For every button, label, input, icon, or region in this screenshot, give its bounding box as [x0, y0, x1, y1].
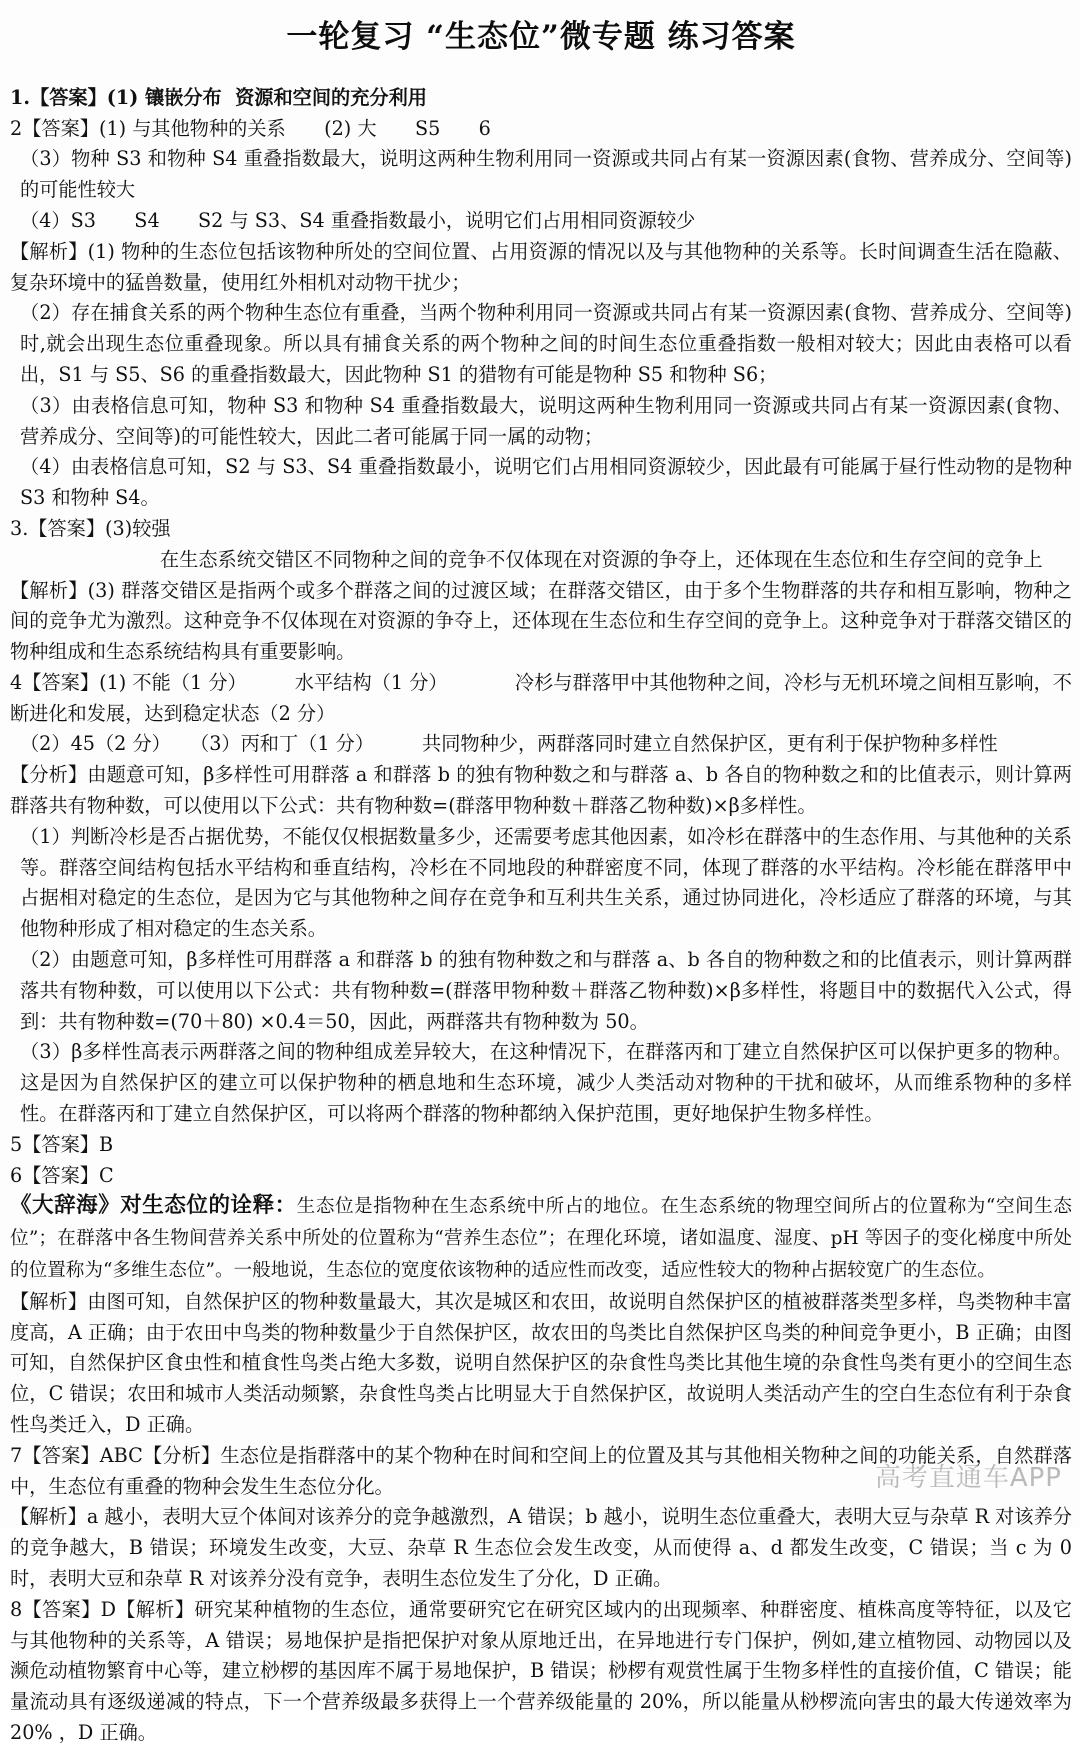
q7-answer: 7【答案】ABC【分析】生态位是指群落中的某个物种在时间和空间上的位置及其与其他相关物种之间的功能关系，自然群落中，生态位有重叠的物种会发生生态位分化。 [10, 1443, 1072, 1498]
q5-answer: 5【答案】B [10, 1132, 114, 1156]
dictionary-heading: 《大辞海》对生态位的诠释： [10, 1193, 297, 1219]
dictionary-body: 生态位是指物种在生态系统中所占的地位。在生态系统的物理空间所占的位置称为“空间生态位”；在群落中各生物间营养关系中所处的位置称为“营养生态位”；在理化环境，诸如温度、湿度、pH 等因子的变化梯度中所处的位置称为“多维生态位”。一般地说，生态位的宽度依该物种的适应性而改变，适应性较大的物种占据较宽广的生态位。 [10, 1196, 1072, 1282]
q3-explanation: 【解析】(3) 群落交错区是指两个或多个群落之间的过渡区域；在群落交错区，由于多个生物群落的共存和相互影响，物种之间的竞争尤为激烈。这种竞争不仅体现在对资源的争夺上，还体现在生态位和生存空间的竞争上。这种竞争对于群落交错区的物种组成和生态系统结构具有重要影响。 [10, 578, 1072, 664]
q3-answer: 3.【答案】(3)较强 [10, 516, 171, 540]
q2-answer-part4: （4）S3 S4 S2 与 S3、S4 重叠指数最小，说明它们占用相同资源较少 [20, 208, 696, 232]
q4-analysis-intro: 【分析】由题意可知，β多样性可用群落 a 和群落 b 的独有物种数之和与群落 a、b 各自的物种数之和的比值表示，则计算两群落共有物种数，可以使用以下公式：共有物种数=(群落甲物种数＋群落乙物种数)×β多样性。 [10, 763, 1072, 818]
q7-explanation: 【解析】a 越小，表明大豆个体间对该养分的竞争越激烈，A 错误；b 越小，说明生态位重叠大，表明大豆与杂草 R 对该养分的竞争越大，B 错误；环境发生改变，大豆、杂草 R 生态位会发生改变，从而使得 a、d 都发生改变，C 错误；当 c 为 0 时，表明大豆和杂草 R 对该养分没有竞争，表明生态位发生了分化，D 正确。 [10, 1505, 1079, 1590]
q4-analysis-part2: （2）由题意可知，β多样性可用群落 a 和群落 b 的独有物种数之和与群落 a、b 各自的物种数之和的比值表示，则计算两群落共有物种数，可以使用以下公式：共有物种数=(群落甲物种数＋群落乙物种数)×β多样性，将题目中的数据代入公式，得到：共有物种数=(70＋80) ×0.4＝50，因此，两群落共有物种数为 50。 [20, 948, 1072, 1033]
app-watermark: 高考直通车APP [874, 1463, 1062, 1493]
q2-answer-part3: （3）物种 S3 和物种 S4 重叠指数最大，说明这两种生物利用同一资源或共同占有某一资源因素(食物、营养成分、空间等)的可能性较大 [20, 147, 1072, 202]
q2-explanation-part3: （3）由表格信息可知，物种 S3 和物种 S4 重叠指数最大，说明这两种生物利用同一资源或共同占有某一资源因素(食物、营养成分、空间等)的可能性较大，因此二者可能属于同一属的动物； [20, 393, 1072, 448]
q4-answer-part2: （2）45（2 分） （3）丙和丁（1 分） 共同物种少，两群落同时建立自然保护区，更有利于保护物种多样性 [20, 732, 998, 756]
dictionary-definition-block [10, 1191, 1072, 1286]
q2-explanation-part4: （4）由表格信息可知，S2 与 S3、S4 重叠指数最小，说明它们占用相同资源较少，因此最有可能属于昼行性动物的是物种 S3 和物种 S4。 [20, 455, 1079, 510]
q8-answer: 8【答案】D【解析】研究某种植物的生态位，通常要研究它在研究区域内的出现频率、种群密度、植株高度等特征，以及它与其他物种的关系等，A 错误；易地保护是指把保护对象从原地迁出，在异地进行专门保护，例如,建立植物园、动物园以及濒危动植物繁育中心等，建立桫椤的基因库不属于易地保护，B 错误；桫椤有观赏性属于生物多样性的直接价值，C 错误；能量流动具有逐级递减的特点，下一个营养级最多获得上一个营养级能量的 20%，所以能量从桫椤流向害虫的最大传递效率为 20% ，D 正确。 [10, 1597, 1079, 1744]
q6-explanation: 【解析】由图可知，自然保护区的物种数量最大，其次是城区和农田，故说明自然保护区的植被群落类型多样，鸟类物种丰富度高，A 正确；由于农田中鸟类的物种数量少于自然保护区，故农田的鸟类比自然保护区鸟类的种间竞争更小，B 正确；由图可知，自然保护区食虫性和植食性鸟类占绝大多数，说明自然保护区的杂食性鸟类比其他生境的杂食性鸟类有更小的空间生态位，C 错误；农田和城市人类活动频繁，杂食性鸟类占比明显大于自然保护区，故说明人类活动产生的空白生态位有利于杂食性鸟类迁入，D 正确。 [10, 1289, 1072, 1437]
answers-body [10, 83, 1079, 1749]
q1-answer: 1.【答案】(1) 镶嵌分布 资源和空间的充分利用 [10, 85, 427, 109]
q4-answer-part1: 4【答案】(1) 不能（1 分） 水平结构（1 分） 冷杉与群落甲中其他物种之间，冷杉与无机环境之间相互影响，不断进化和发展，达到稳定状态（2 分） [10, 670, 1072, 725]
q6-answer: 6【答案】C [10, 1163, 114, 1187]
q4-analysis-part1: （1）判断冷杉是否占据优势，不能仅仅根据数量多少，还需要考虑其他因素，如冷杉在群落中的生态作用、与其他种的关系等。群落空间结构包括水平结构和垂直结构，冷杉在不同地段的种群密度不同，体现了群落的水平结构。冷杉能在群落甲中占据相对稳定的生态位，是因为它与其他物种之间存在竞争和互利共生关系，通过协同进化，冷杉适应了群落的环境，与其他物种形成了相对稳定的生态关系。 [20, 824, 1072, 941]
page-title: 一轮复习 “生态位”微专题 练习答案 [286, 19, 796, 55]
q2-answer-part1: 2【答案】(1) 与其他物种的关系 (2) 大 S5 6 [10, 116, 491, 140]
q3-answer-continued: 在生态系统交错区不同物种之间的竞争不仅体现在对资源的争夺上，还体现在生态位和生存空间的竞争上 [160, 547, 1043, 571]
page-content [10, 0, 1079, 1749]
q2-explanation-part1: 【解析】(1) 物种的生态位包括该物种所处的空间位置、占用资源的情况以及与其他物种的关系等。长时间调查生活在隐蔽、复杂环境中的猛兽数量，使用红外相机对动物干扰少； [10, 239, 1072, 294]
q4-analysis-part3: （3）β多样性高表示两群落之间的物种组成差异较大，在这种情况下，在群落丙和丁建立自然保护区可以保护更多的物种。这是因为自然保护区的建立可以保护物种的栖息地和生态环境，减少人类活动对物种的干扰和破坏，从而维系物种的多样性。在群落丙和丁建立自然保护区，可以将两个群落的物种都纳入保护范围，更好地保护生物多样性。 [20, 1040, 1072, 1126]
q2-explanation-part2: （2）存在捕食关系的两个物种生态位有重叠，当两个物种利用同一资源或共同占有某一资源因素(食物、营养成分、空间等)时,就会出现生态位重叠现象。所以具有捕食关系的两个物种之间的时间生态位重叠指数一般相对较大；因此由表格可以看出，S1 与 S5、S6 的重叠指数最大，因此物种 S1 的猎物有可能是物种 S5 和物种 S6； [20, 301, 1072, 386]
